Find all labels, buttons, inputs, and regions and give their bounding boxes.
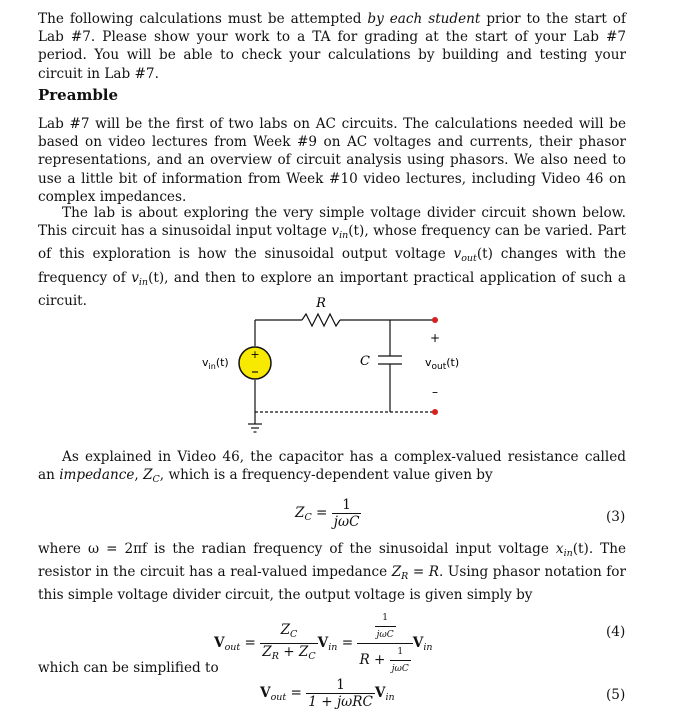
intro-paragraph [38,10,626,83]
p2-text-c: changes with the frequency of [38,246,626,286]
eq4-fraction-1: $\frac{Z_C}{Z_R + Z_C}$ [262,622,316,662]
output-minus-label: – [432,385,438,399]
resistor-symbol [302,314,340,326]
zc-symbol: $Z_C$ [143,467,160,486]
equation-3: $Z_C$ = $\frac{1}{\text{jωC}}$ [295,497,360,530]
output-label: $v_{out}(t)$ [425,356,460,372]
vin-symbol-2: $v_{in}(t)$ [131,269,165,288]
eq3-fraction: $\frac{1}{\text{jωC}}$ [333,497,360,530]
output-plus-label: + [429,331,441,345]
eq4-fraction-2: $\frac{1}{\text{jωC}}$ R + $\frac{1}{\text{jωC}}$ [357,610,412,677]
where-text-b: . The resistor in the circuit has a real-valued impedance [38,541,627,581]
impedance-text-a: As explained in Video 46, the capacitor has a complex-valued resistance called an [38,449,626,484]
eq4-lhs: V [214,635,225,651]
equation-5: $V_{out}$ = $\frac{1}{\text{1 + jωRC}}$ $V_{in}$ [260,677,395,710]
equation-3-number: (3) [606,509,626,525]
impedance-text-b: , [134,467,144,484]
intro-text-2: prior to the start of Lab #7. Please show your work to a TA for grading at the start of your Lab #7 period. You will be able to check your calculations by building and testing your circuit in Lab #7. [38,11,626,82]
output-terminal-top-icon [432,317,438,323]
eq5-lhs: V [260,685,271,701]
source-label: $v_{in}(t)$ [202,356,229,371]
vout-symbol: $v_{out}(t)$ [453,246,493,265]
p2-text-a: The lab is about exploring the very simple voltage divider circuit shown below. This circuit has a sinusoidal input voltage [38,205,626,240]
where-paragraph [38,540,626,605]
intro-emphasis: by each student [367,11,481,27]
eq5-fraction: $\frac{1}{\text{1 + jωRC}}$ [308,677,373,710]
capacitor-label: C [360,354,370,369]
equation-4-number: (4) [606,624,626,640]
equation-5-number: (5) [606,687,626,703]
impedance-emphasis: impedance [59,467,135,484]
p2-text-d: , and then to explore an important practical application of such a circuit. [38,269,627,309]
equation-4: $V_{out}$ = $\frac{Z_C}{Z_R + Z_C}$ $V_{in}$ = $\frac{1}{\text{jωC}}$ R + $\frac{1}{\text{jωC}}$ $V_{in}$ [214,610,432,677]
voltage-divider-circuit [180,292,480,442]
where-text-a: where ω = 2πf is the radian frequency of the sinusoidal input voltage [38,541,556,557]
preamble-heading: Preamble [38,86,119,104]
eq3-lhs: Z [295,505,305,521]
intro-text-1: The following calculations must be attempted [38,11,368,27]
where-text-d: . Using phasor notation for this simple voltage divider circuit, the output voltage is given simply by [38,564,626,604]
impedance-text-c: , which is a frequency-dependent value given by [159,467,493,484]
output-terminal-bottom-icon [432,409,438,415]
simplified-text: which can be simplified to [38,660,219,676]
p2-text-b: , whose frequency can be varied. Part of this exploration is how the sinusoidal output voltage [38,223,626,263]
impedance-paragraph [38,448,626,489]
where-text-c: = [408,564,429,581]
xin-symbol: $x_{in}(t)$ [555,541,589,559]
zr-symbol: $Z_R$ [391,564,409,583]
preamble-paragraph-1: Lab #7 will be the first of two labs on AC circuits. The calculations needed will be based on video lectures from Week #9 on AC voltages and currents, their phasor representations, and an overview of circuit analysis using phasors. We also need to use a little bit of information from Week #10 video lectures, including Video 46 on complex impedances. [38,116,626,205]
source-plus-sign: + [250,348,260,361]
vin-symbol: $v_{in}(t)$ [331,223,365,242]
resistor-label: R [316,296,326,311]
r-symbol: R [428,564,440,581]
